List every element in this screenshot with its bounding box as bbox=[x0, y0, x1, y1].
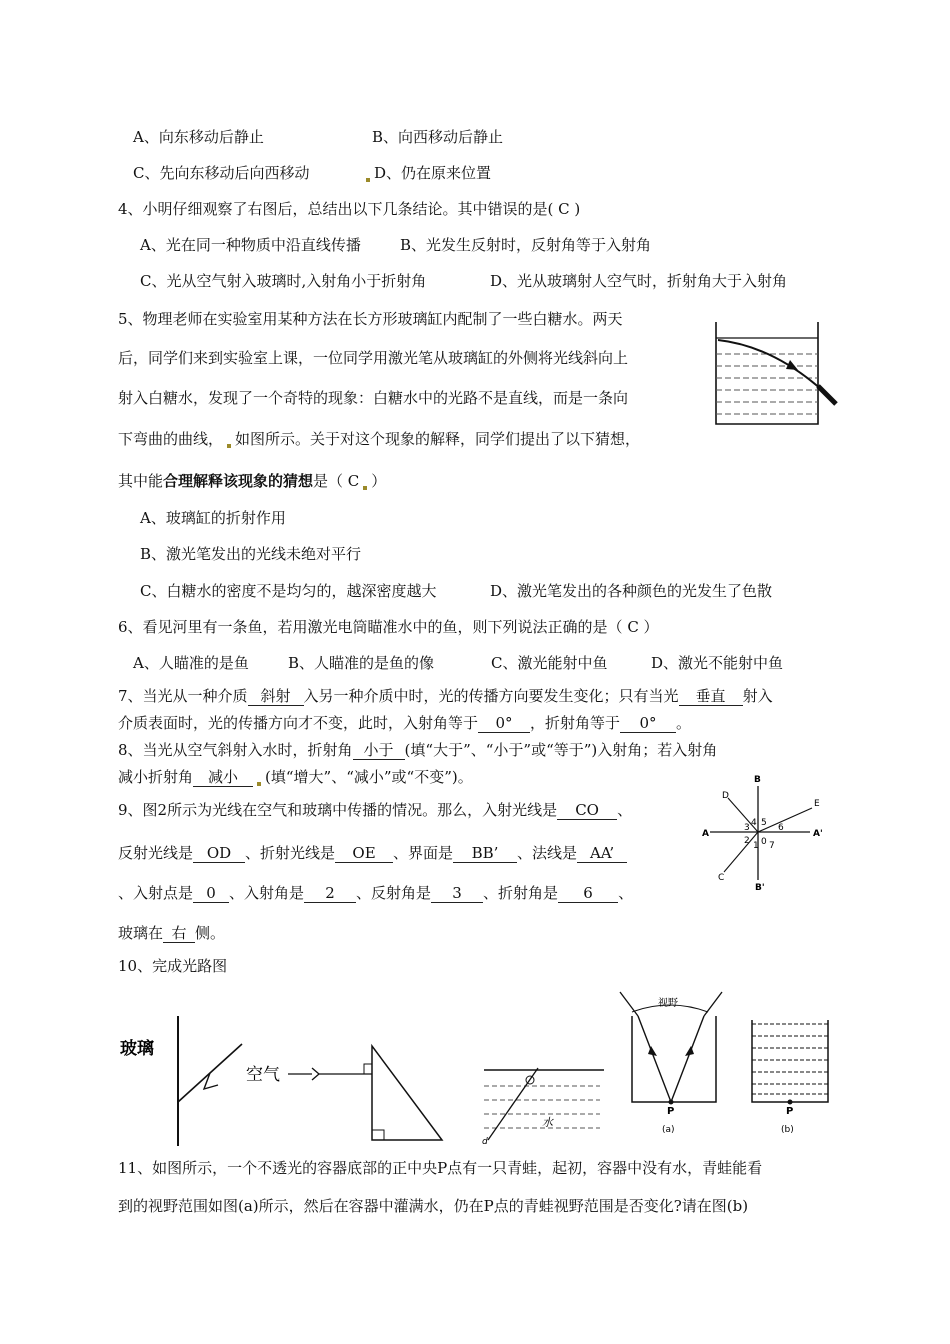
fig-label-d: D bbox=[722, 791, 729, 801]
fig-label-b: B bbox=[754, 775, 761, 785]
q3-option-b: B、向西移动后静止 bbox=[372, 128, 504, 146]
q9-blank-point: 0 bbox=[193, 884, 229, 903]
q5-line-4b: 如图所示。关于对这个现象的解释，同学们提出了以下猜想， bbox=[235, 430, 641, 448]
fig-point-o: 0 bbox=[761, 837, 767, 847]
air-label: 空气 bbox=[246, 1065, 280, 1085]
q5-line-4 bbox=[118, 429, 640, 449]
fig-angle-3: 3 bbox=[744, 823, 750, 833]
q8-blank-2: 减小 bbox=[193, 768, 253, 787]
q4-option-c: C、光从空气射入玻璃时,入射角小于折射角 bbox=[140, 272, 427, 290]
q5-answer: 是（ C bbox=[313, 472, 360, 490]
sugar-water-figure bbox=[712, 320, 842, 432]
q11-line-2: 到的视野范围如图(a)所示，然后在容器中灌满水，仍在P点的青蛙视野范围是否变化?请在图(b) bbox=[118, 1197, 749, 1215]
mark-dot bbox=[363, 486, 367, 490]
q3-option-c: C、先向东移动后向西移动 bbox=[133, 164, 310, 182]
q6-option-a: A、人瞄准的是鱼 bbox=[133, 654, 249, 672]
q6-option-d: D、激光不能射中鱼 bbox=[651, 654, 784, 672]
q9-blank-incidence-angle: 2 bbox=[304, 884, 356, 903]
mark-dot bbox=[257, 782, 261, 786]
mark-dot bbox=[366, 178, 370, 182]
q5-option-d: D、激光笔发出的各种颜色的光发生了色散 bbox=[490, 582, 773, 600]
q5-bold-phrase: 合理解释该现象的猜想 bbox=[163, 472, 314, 490]
fig-angle-5: 5 bbox=[761, 818, 767, 828]
q9-text: 玻璃在 bbox=[118, 924, 164, 942]
q10-frog-figure-a bbox=[612, 990, 737, 1140]
q9-text: 、 bbox=[617, 801, 633, 819]
q7-text: 7、当光从一种介质 bbox=[118, 687, 248, 705]
q10-water-figure bbox=[480, 1060, 610, 1146]
q4-option-b: B、光发生反射时，反射角等于入射角 bbox=[400, 236, 652, 254]
caption-b: (b) bbox=[781, 1125, 794, 1135]
fig-angle-7: 7 bbox=[769, 841, 775, 851]
q5-line-1: 5、物理老师在实验室用某种方法在长方形玻璃缸内配制了一些白糖水。两天 bbox=[118, 310, 623, 328]
water-label: 水 bbox=[542, 1116, 553, 1129]
q6-option-c: C、激光能射中鱼 bbox=[491, 654, 608, 672]
q7-blank-3: 0° bbox=[478, 714, 530, 733]
q5-close: ） bbox=[371, 472, 387, 490]
q3-option-a: A、向东移动后静止 bbox=[133, 128, 264, 146]
q9-text: 9、图2所示为光线在空气和玻璃中传播的情况。那么，入射光线是 bbox=[118, 801, 558, 819]
q7-blank-1: 斜射 bbox=[248, 687, 304, 706]
fig-label-c: C bbox=[718, 873, 725, 883]
q9-text: 、折射光线是 bbox=[245, 844, 336, 862]
q3-option-d-line bbox=[362, 163, 491, 183]
q9-blank-interface: BB’ bbox=[453, 844, 517, 863]
q9-blank-refracted: OE bbox=[335, 844, 393, 863]
q9-blank-normal: AA’ bbox=[577, 844, 627, 863]
q10-frog-figure-b bbox=[748, 1016, 833, 1141]
q7-blank-2: 垂直 bbox=[679, 687, 743, 706]
q5-line-5 bbox=[118, 471, 386, 491]
q9-blank-incident: CO bbox=[557, 801, 617, 820]
q10-title: 10、完成光路图 bbox=[118, 957, 228, 975]
fig-label-e: E bbox=[814, 799, 820, 809]
q11-line-1: 11、如图所示，一个不透光的容器底部的正中央P点有一只青蛙，起初，容器中没有水，青蛙能看 bbox=[118, 1159, 763, 1177]
q4-option-a: A、光在同一种物质中沿直线传播 bbox=[140, 236, 361, 254]
q9-blank-reflection-angle: 3 bbox=[431, 884, 483, 903]
fig-label-a-prime: A' bbox=[813, 829, 823, 839]
q8-text: 8、当光从空气斜射入水时，折射角 bbox=[118, 741, 353, 759]
q6-option-b: B、人瞄准的是鱼的像 bbox=[288, 654, 435, 672]
q7-line-2 bbox=[118, 713, 691, 733]
q9-blank-refraction-angle: 6 bbox=[558, 884, 618, 903]
glass-label: 玻璃 bbox=[120, 1039, 154, 1059]
q5-line-2: 后，同学们来到实验室上课，一位同学用激光笔从玻璃缸的外侧将光线斜向上 bbox=[118, 349, 629, 367]
q5-option-c: C、白糖水的密度不是均匀的，越深密度越大 bbox=[140, 582, 437, 600]
q9-text: 、反射角是 bbox=[356, 884, 432, 902]
q5-line-5a: 其中能 bbox=[118, 472, 164, 490]
q5-line-3: 射入白糖水，发现了一个奇特的现象：白糖水中的光路不是直线，而是一条向 bbox=[118, 389, 629, 407]
fig-angle-6: 6 bbox=[778, 823, 784, 833]
q8-text: 减小折射角 bbox=[118, 768, 194, 786]
frog-point-p-b: P bbox=[786, 1106, 794, 1117]
q9-text: 、折射角是 bbox=[483, 884, 559, 902]
fig-angle-1: 1 bbox=[753, 841, 759, 851]
q4-stem: 4、小明仔细观察了右图后，总结出以下几条结论。其中错误的是( C ) bbox=[118, 200, 581, 218]
q7-text: 。 bbox=[676, 714, 692, 732]
q8-line-1 bbox=[118, 740, 717, 760]
q8-line-2 bbox=[118, 767, 473, 787]
fig-angle-4: 4 bbox=[751, 818, 757, 828]
refraction-figure-2 bbox=[700, 772, 830, 892]
q9-text: 、 bbox=[618, 884, 634, 902]
q5-line-4a: 下弯曲的曲线， bbox=[118, 430, 224, 448]
mark-dot bbox=[227, 444, 231, 448]
q5-option-b: B、激光笔发出的光线未绝对平行 bbox=[140, 545, 362, 563]
q8-text: (填“增大”、“减小”或“不变”)。 bbox=[265, 768, 473, 786]
q7-text: 射入 bbox=[742, 687, 773, 705]
q9-line-2 bbox=[118, 843, 627, 863]
view-label: 视野 bbox=[658, 998, 678, 1009]
q7-blank-4: 0° bbox=[620, 714, 676, 733]
caption-a: (a) bbox=[662, 1125, 675, 1135]
q9-text: 反射光线是 bbox=[118, 844, 194, 862]
fig-angle-2: 2 bbox=[744, 836, 750, 846]
q9-line-4 bbox=[118, 923, 225, 943]
q7-line-1 bbox=[118, 686, 773, 706]
q9-blank-side: 右 bbox=[163, 924, 195, 943]
q9-text: 、入射点是 bbox=[118, 884, 194, 902]
q9-text: 、入射角是 bbox=[229, 884, 305, 902]
q10-glass-figure bbox=[118, 1010, 258, 1150]
q9-line-3 bbox=[118, 883, 633, 903]
q5-option-a: A、玻璃缸的折射作用 bbox=[140, 509, 286, 527]
q8-blank-1: 小于 bbox=[353, 741, 405, 760]
q7-text: 入另一种介质中时，光的传播方向要发生变化；只有当光 bbox=[303, 687, 679, 705]
q7-text: 介质表面时，光的传播方向才不变，此时，入射角等于 bbox=[118, 714, 479, 732]
q9-blank-reflected: OD bbox=[193, 844, 245, 863]
q4-option-d: D、光从玻璃射人空气时，折射角大于入射角 bbox=[490, 272, 788, 290]
q3-option-d: D、仍在原来位置 bbox=[374, 164, 492, 182]
q9-text: 、界面是 bbox=[393, 844, 454, 862]
q9-text: 、法线是 bbox=[517, 844, 578, 862]
q6-stem: 6、看见河里有一条鱼，若用激光电筒瞄准水中的鱼，则下列说法正确的是（ C ） bbox=[118, 618, 659, 636]
q8-text: (填“大于”、“小于”或“等于”)入射角；若入射角 bbox=[404, 741, 718, 759]
q10-prism-figure bbox=[244, 1042, 449, 1142]
svg-text:d: d bbox=[482, 1137, 488, 1147]
q9-line-1 bbox=[118, 800, 632, 820]
frog-point-p-a: P bbox=[667, 1106, 675, 1117]
fig-label-a: A bbox=[702, 829, 709, 839]
fig-label-b-prime: B' bbox=[755, 883, 765, 893]
q7-text: ，折射角等于 bbox=[530, 714, 621, 732]
q9-text: 侧。 bbox=[195, 924, 226, 942]
